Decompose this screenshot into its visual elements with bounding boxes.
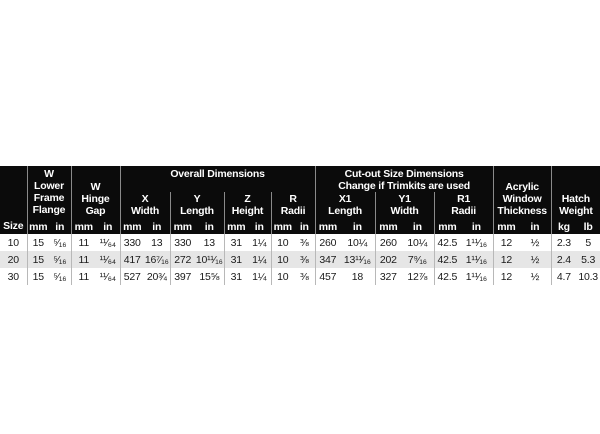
unit-mm: mm [71,219,96,234]
unit-in: in [96,219,120,234]
table-cell: 10¹¹⁄₁₆ [195,251,224,268]
unit-mm: mm [224,219,248,234]
table-cell: 11 [71,268,96,285]
table-cell: ⁵⁄₁₆ [49,268,71,285]
table-cell: 10¼ [401,234,434,251]
header-acrylic-window-thickness: Acrylic Window Thickness [493,166,551,219]
header-y1-width: Y1 Width [375,192,434,219]
header-size: Size [0,166,27,234]
table-cell: 527 [120,268,144,285]
unit-in: in [340,219,375,234]
unit-in: in [294,219,315,234]
table-cell: ⅜ [294,251,315,268]
table-cell: 13 [144,234,170,251]
table-cell: 11 [71,234,96,251]
dimensions-table [0,166,600,285]
table-cell: 260 [315,234,340,251]
header-x-width: X Width [120,192,170,219]
table-cell: 457 [315,268,340,285]
table-cell: 12 [493,251,519,268]
table-cell: 42.5 [434,268,460,285]
table-cell: 1¼ [248,251,271,268]
table-cell: 330 [170,234,195,251]
table-cell: 42.5 [434,234,460,251]
table-cell: 15 [27,234,49,251]
table-cell: 4.7 [551,268,576,285]
unit-mm: mm [170,219,195,234]
header-overall-dimensions: Overall Dimensions [120,166,315,192]
unit-in: in [401,219,434,234]
table-cell: 5.3 [576,251,600,268]
table-cell: 1¹¹⁄₁₆ [460,268,493,285]
header-y-length: Y Length [170,192,224,219]
unit-in: in [49,219,71,234]
table-cell: 16⁷⁄₁₆ [144,251,170,268]
table-cell: 11 [71,251,96,268]
unit-mm: mm [120,219,144,234]
table-cell: 18 [340,268,375,285]
table-cell: 397 [170,268,195,285]
unit-in: in [248,219,271,234]
table-cell: ⁵⁄₁₆ [49,251,71,268]
table-cell: ½ [519,268,551,285]
table-cell: 2.4 [551,251,576,268]
unit-in: in [195,219,224,234]
table-cell: 10 [271,234,294,251]
unit-mm: mm [375,219,401,234]
table-cell: 5 [576,234,600,251]
table-cell: 1¼ [248,234,271,251]
table-cell: 13 [195,234,224,251]
table-cell: 15 [27,268,49,285]
header-r-radii: R Radii [271,192,315,219]
table-cell: ¹¹⁄₆₄ [96,251,120,268]
unit-mm: mm [271,219,294,234]
table-cell: 1¹¹⁄₁₆ [460,251,493,268]
table-cell: 10 [271,251,294,268]
table-cell: 7⁹⁄₁₆ [401,251,434,268]
table-row [0,234,600,251]
table-cell: 1¹¹⁄₁₆ [460,234,493,251]
table-cell: 10¼ [340,234,375,251]
unit-lb: lb [576,219,600,234]
table-cell: 202 [375,251,401,268]
header-x1-length: X1 Length [315,192,375,219]
cell-size: 10 [0,234,27,251]
unit-mm: mm [27,219,49,234]
table-cell: 272 [170,251,195,268]
header-r1-radii: R1 Radii [434,192,493,219]
table-cell: 10.3 [576,268,600,285]
table-cell: 20¾ [144,268,170,285]
table-cell: 12 [493,268,519,285]
table-cell: 1¼ [248,268,271,285]
header-w-lower-frame-flange: W Lower Frame Flange [27,166,71,219]
header-z-height: Z Height [224,192,271,219]
table-cell: 2.3 [551,234,576,251]
table-cell: ⅜ [294,268,315,285]
table-cell: 12⅞ [401,268,434,285]
table-cell: 330 [120,234,144,251]
table-row [0,251,600,268]
table-cell: 417 [120,251,144,268]
unit-in: in [460,219,493,234]
table-cell: ¹¹⁄₆₄ [96,234,120,251]
table-row [0,268,600,285]
unit-in: in [144,219,170,234]
cell-size: 20 [0,251,27,268]
unit-mm: mm [493,219,519,234]
table-cell: ½ [519,234,551,251]
table-cell: 10 [271,268,294,285]
unit-in: in [519,219,551,234]
table-cell: ⁵⁄₁₆ [49,234,71,251]
header-w-hinge-gap: W Hinge Gap [71,166,120,219]
header-cutout-size-dimensions: Cut-out Size Dimensions Change if Trimkits are used [315,166,493,192]
table-cell: 13¹¹⁄₁₆ [340,251,375,268]
table-cell: 31 [224,234,248,251]
table-cell: ¹¹⁄₆₄ [96,268,120,285]
table-cell: 42.5 [434,251,460,268]
table-cell: 327 [375,268,401,285]
header-hatch-weight: Hatch Weight [551,166,600,219]
table-cell: ½ [519,251,551,268]
unit-mm: mm [434,219,460,234]
table-cell: 12 [493,234,519,251]
table-cell: 260 [375,234,401,251]
unit-kg: kg [551,219,576,234]
table-cell: 15 [27,251,49,268]
table-cell: 31 [224,251,248,268]
unit-mm: mm [315,219,340,234]
table-cell: ⅜ [294,234,315,251]
table-cell: 347 [315,251,340,268]
table-cell: 15⅝ [195,268,224,285]
cell-size: 30 [0,268,27,285]
table-cell: 31 [224,268,248,285]
